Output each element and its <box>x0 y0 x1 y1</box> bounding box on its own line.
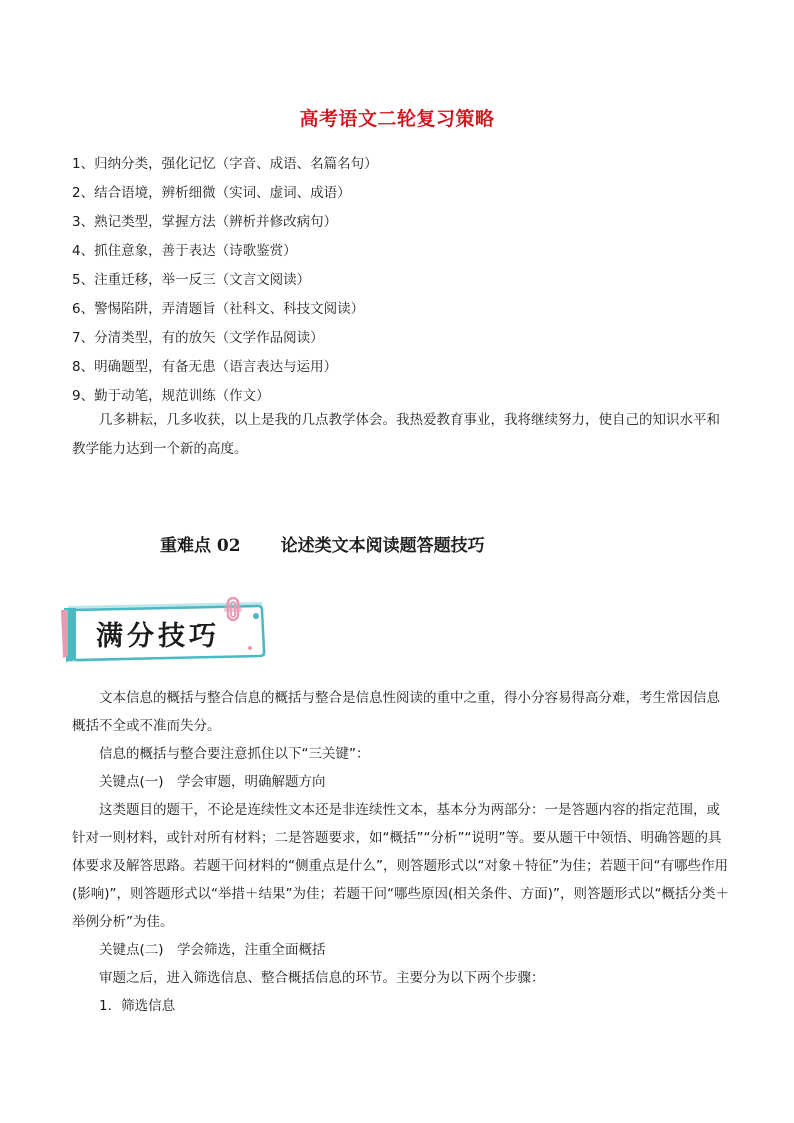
key-point-heading: 关键点(一) 学会审题，明确解题方向 <box>99 774 326 790</box>
list-item: 4、抓住意象，善于表达（诗歌鉴赏） <box>72 243 297 259</box>
list-item: 8、明确题型，有备无患（语言表达与运用） <box>72 359 338 375</box>
body-paragraph: 文本信息的概括与整合信息的概括与整合是信息性阅读的重中之重，得小分容易得高分难，考生常因信息概括不全或不准而失分。 <box>72 690 720 734</box>
closing-paragraph: 几多耕耘，几多收获，以上是我的几点教学体会。我热爱教育事业，我将继续努力，使自己的知识水平和教学能力达到一个新的高度。 <box>72 412 720 457</box>
banner-label: 满分技巧 <box>96 621 220 652</box>
strategy-list <box>72 150 732 411</box>
list-item: 6、警惕陷阱，弄清题旨（社科文、科技文阅读） <box>72 301 365 317</box>
key-point-heading: 关键点(二) 学会筛选，注重全面概括 <box>99 942 326 958</box>
document-title: 高考语文二轮复习策略 <box>299 108 495 130</box>
body-text <box>72 684 732 1020</box>
body-paragraph: 审题之后，进入筛选信息、整合概括信息的环节。主要分为以下两个步骤： <box>99 970 545 986</box>
section-title: 论述类文本阅读题答题技巧 <box>280 536 485 556</box>
list-item: 3、熟记类型，掌握方法（辨析并修改病句） <box>72 214 338 230</box>
list-item: 1、归纳分类，强化记忆（字音、成语、名篇名句） <box>72 156 378 172</box>
step-heading: 1．筛选信息 <box>99 998 176 1014</box>
section-number: 重难点 02 <box>160 536 241 556</box>
list-item: 9、勤于动笔，规范训练（作文） <box>72 388 270 404</box>
list-item: 2、结合语境，辨析细微（实词、虚词、成语） <box>72 185 351 201</box>
body-paragraph: 这类题目的题干，不论是连续性文本还是非连续性文本，基本分为两部分：一是答题内容的指定范围，或针对一则材料，或针对所有材料；二是答题要求，如“概括”“分析”“说明”等。要从题干中领悟、明确答题的具体要求及解答思路。若题干问材料的“侧重点是什么”，则答题形式以“对象＋特征”为佳；若题干问“有哪些作用(影响)”，则答题形式以“举措＋结果”为佳；若题干问“哪些原因(相关条件、方面)”，则答题形式以“概括分类＋举例分析”为佳。 <box>72 802 730 930</box>
body-paragraph: 信息的概括与整合要注意抓住以下“三关键”： <box>99 746 370 762</box>
section-heading <box>160 531 485 556</box>
banner-full-score-tips <box>60 596 272 668</box>
list-item: 7、分清类型，有的放矢（文学作品阅读） <box>72 330 324 346</box>
list-item: 5、注重迁移，举一反三（文言文阅读） <box>72 272 311 288</box>
